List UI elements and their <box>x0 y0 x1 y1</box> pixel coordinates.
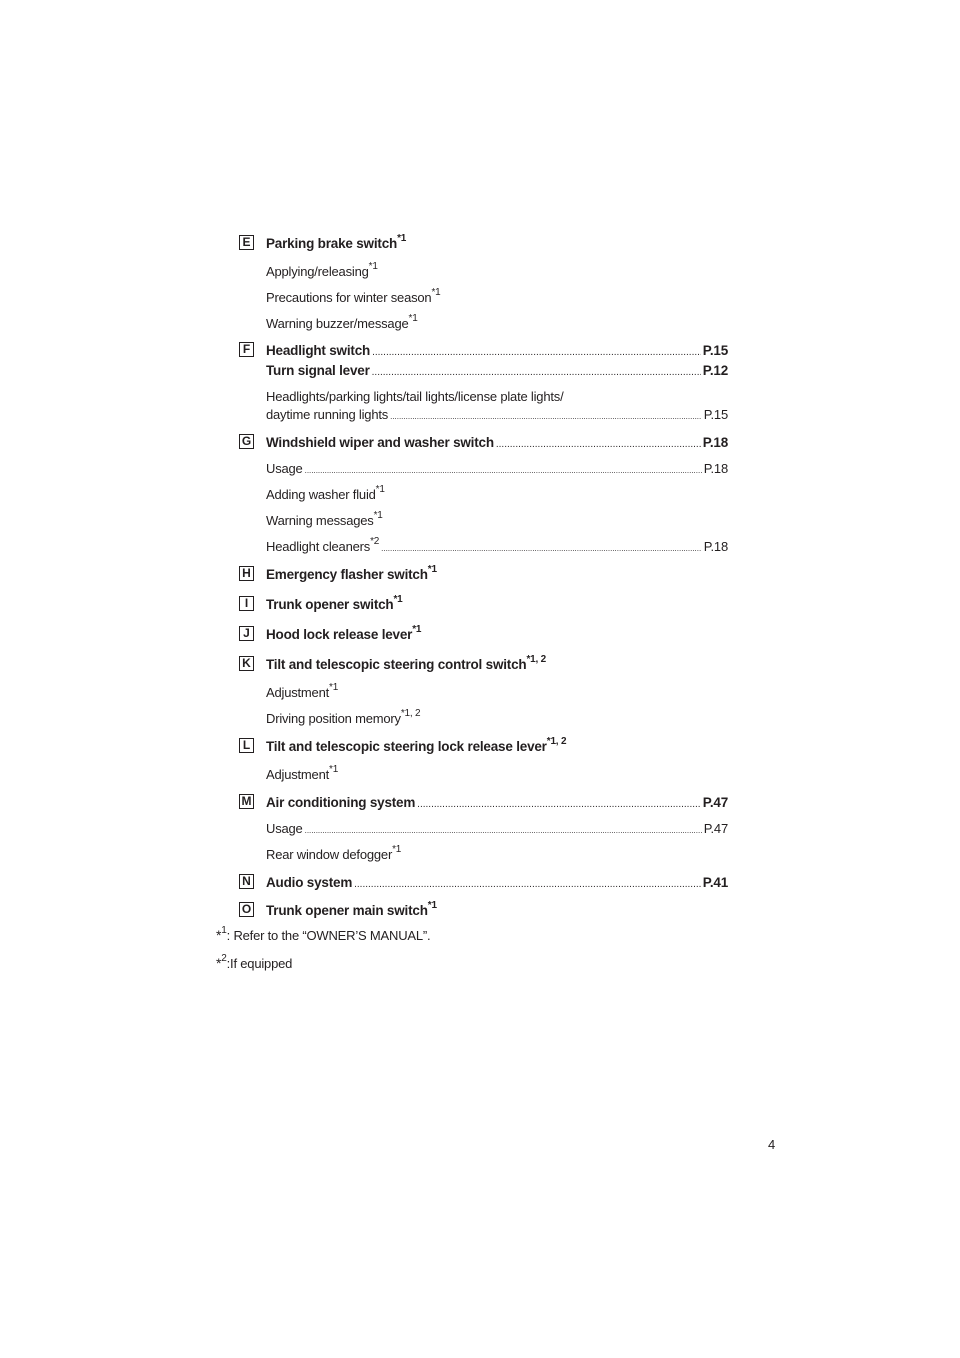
section-item <box>266 389 728 404</box>
footnote-ref: *1 <box>427 899 437 911</box>
section-title-text: Trunk opener switch$^{*1}$ <box>266 593 403 612</box>
section-title-text: Air conditioning system <box>266 795 416 810</box>
leader-dots <box>305 466 702 475</box>
section-item-page-ref[interactable]: P.15 <box>703 407 728 422</box>
footnote-ref: *1, 2 <box>546 735 567 747</box>
section-letter-badge: O <box>239 902 254 917</box>
footnote-ref: *1 <box>427 563 437 575</box>
footnote-ref: *1, 2 <box>526 653 547 665</box>
section-item <box>266 707 728 726</box>
leader-dots <box>372 367 701 378</box>
footnote-ref: *1 <box>329 681 339 693</box>
footnote-ref: *1 <box>329 763 339 775</box>
leader-dots <box>372 347 701 358</box>
section-letter-badge: K <box>239 656 254 671</box>
section-item-page-ref[interactable]: P.18 <box>703 539 728 554</box>
section-item-text: Rear window defogger$^{*1}$ <box>266 843 402 862</box>
section-title <box>266 563 728 582</box>
section-item-text: Usage <box>266 821 303 836</box>
section-item-page-ref[interactable]: P.18 <box>703 461 728 476</box>
leader-dots <box>417 799 701 810</box>
section-item-text: Adjustment$^{*1}$ <box>266 763 339 782</box>
section-item-text: Precautions for winter season$^{*1}$ <box>266 286 441 305</box>
footnote-ref: *1 <box>373 509 383 521</box>
section-item <box>266 461 728 476</box>
footnote-ref: *2 <box>370 535 380 547</box>
section-item <box>266 286 728 305</box>
leader-dots <box>354 879 701 890</box>
footnote-ref: *1 <box>431 286 441 298</box>
section-letter-badge: G <box>239 434 254 449</box>
section-item <box>266 312 728 331</box>
footnote-ref: *1 <box>393 593 403 605</box>
section-item <box>266 260 728 279</box>
section-title-page-ref[interactable]: P.47 <box>702 795 728 810</box>
section-title-text: Emergency flasher switch$^{*1}$ <box>266 563 437 582</box>
section-title-text: Tilt and telescopic steering lock release lever$^{*1, 2}$ <box>266 735 567 754</box>
footnote-ref: *1 <box>375 483 385 495</box>
footnote-ref: *1 <box>397 232 407 244</box>
section-title-text: Hood lock release lever$^{*1}$ <box>266 623 422 642</box>
section-letter-badge: I <box>239 596 254 611</box>
section-item-text: Driving position memory$^{*1, 2}$ <box>266 707 421 726</box>
section-item-text: Usage <box>266 461 303 476</box>
section-title <box>266 653 728 672</box>
section-item <box>266 821 728 836</box>
section-item <box>266 763 728 782</box>
section-letter-badge: H <box>239 566 254 581</box>
section-title <box>266 363 728 378</box>
footnote: *$^1$: Refer to the “OWNER’S MANUAL”. <box>216 924 431 943</box>
section-title <box>266 593 728 612</box>
section-title-text: Trunk opener main switch$^{*1}$ <box>266 899 437 918</box>
section-title-page-ref[interactable]: P.15 <box>702 343 728 358</box>
section-item <box>266 843 728 862</box>
section-title <box>266 735 728 754</box>
section-item <box>266 407 728 422</box>
footnote-ref: *1 <box>368 260 378 272</box>
leader-dots <box>390 412 702 421</box>
section-letter-badge: E <box>239 235 254 250</box>
footnote: *$^2$:If equipped <box>216 952 293 971</box>
section-title-text: Tilt and telescopic steering control switch$^{*1, 2}$ <box>266 653 547 672</box>
section-item-text: Adjustment$^{*1}$ <box>266 681 339 700</box>
section-item-text: Applying/releasing$^{*1}$ <box>266 260 378 279</box>
section-item <box>266 535 728 554</box>
section-title <box>266 795 728 810</box>
footnote-ref: *1 <box>412 623 422 635</box>
section-title-page-ref[interactable]: P.41 <box>702 875 728 890</box>
section-title-page-ref[interactable]: P.18 <box>702 435 728 450</box>
section-title-text: Audio system <box>266 875 353 890</box>
section-title <box>266 623 728 642</box>
leader-dots <box>496 439 701 450</box>
section-title-text: Headlight switch <box>266 343 371 358</box>
section-item <box>266 509 728 528</box>
leader-dots <box>305 826 702 835</box>
section-item-text: Adding washer fluid$^{*1}$ <box>266 483 385 502</box>
section-title <box>266 875 728 890</box>
section-item-text: Warning buzzer/message$^{*1}$ <box>266 312 418 331</box>
section-title <box>266 899 728 918</box>
section-item-text: Headlights/parking lights/tail lights/license plate lights/ <box>266 389 564 404</box>
section-letter-badge: J <box>239 626 254 641</box>
footnote-ref: *1 <box>408 312 418 324</box>
section-item-page-ref[interactable]: P.47 <box>703 821 728 836</box>
section-item <box>266 681 728 700</box>
section-title-page-ref[interactable]: P.12 <box>702 363 728 378</box>
footnote-ref: *1, 2 <box>400 707 421 719</box>
section-item-text: Headlight cleaners$^{*2}$ <box>266 535 380 554</box>
section-item-text: daytime running lights <box>266 407 389 422</box>
section-title-text: Parking brake switch$^{*1}$ <box>266 232 407 251</box>
section-title <box>266 343 728 358</box>
section-item-text: Warning messages$^{*1}$ <box>266 509 383 528</box>
section-title <box>266 232 728 251</box>
section-title-text: Windshield wiper and washer switch <box>266 435 494 450</box>
section-title-text: Turn signal lever <box>266 363 370 378</box>
section-letter-badge: N <box>239 874 254 889</box>
section-letter-badge: M <box>239 794 254 809</box>
page-number: 4 <box>768 1137 776 1152</box>
section-letter-badge: L <box>239 738 254 753</box>
footnote-ref: *1 <box>392 843 402 855</box>
section-title <box>266 435 728 450</box>
leader-dots <box>381 544 702 553</box>
section-letter-badge: F <box>239 342 254 357</box>
section-item <box>266 483 728 502</box>
